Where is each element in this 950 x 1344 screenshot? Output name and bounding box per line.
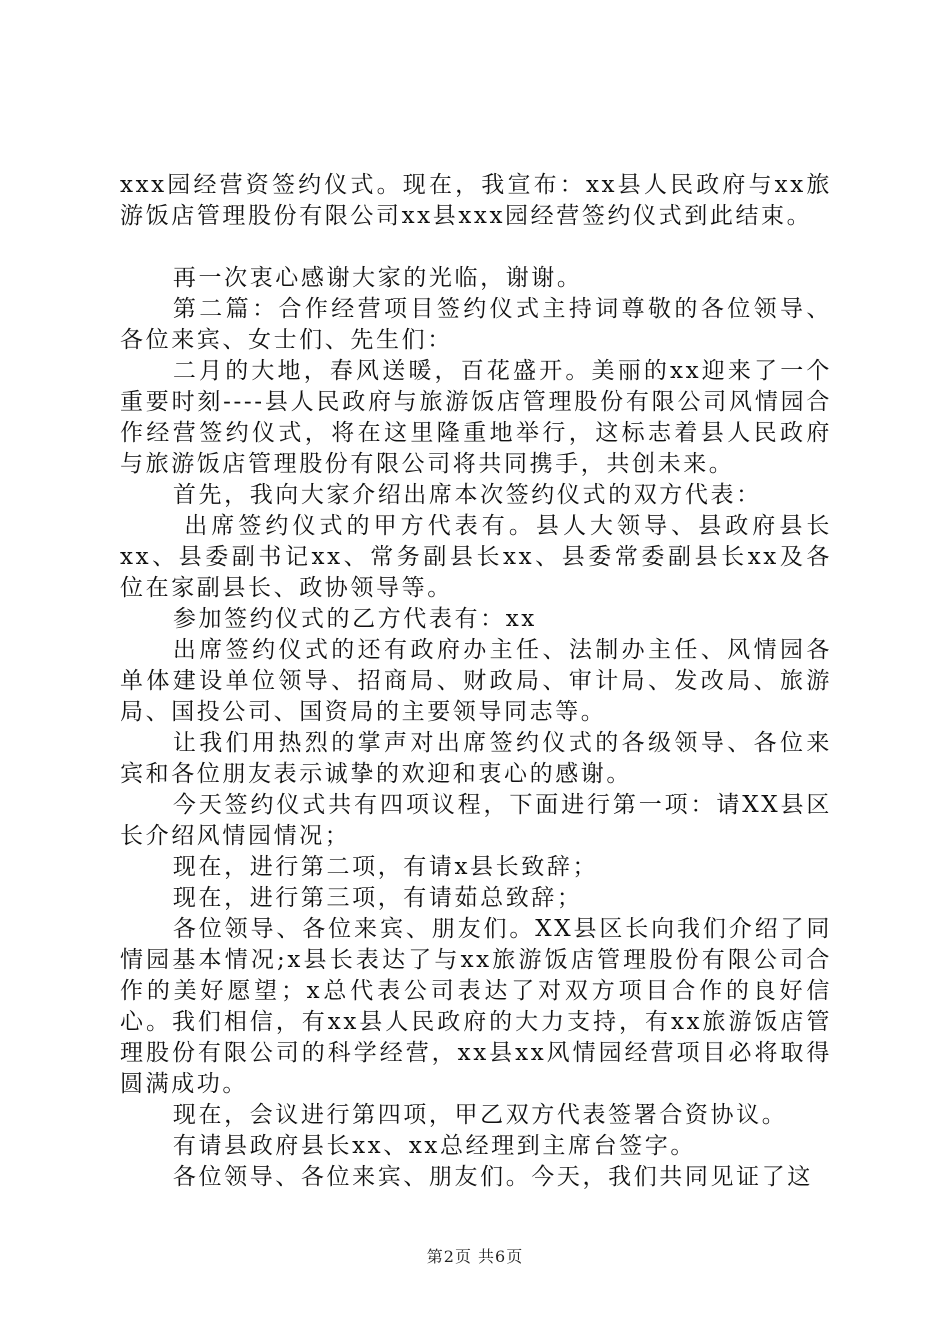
page-number-footer: 第2页 共6页 — [426, 1247, 524, 1266]
paragraph-agenda-item-4: 现在，会议进行第四项，甲乙双方代表签署合资协议。 — [172, 1102, 788, 1128]
paragraph-section-title: 第二篇：合作经营项目签约仪式主持词尊敬的各位领导、各位来宾、女士们、先生们： — [120, 296, 832, 353]
paragraph-agenda-item-2: 现在，进行第二项，有请x县长致辞； — [172, 854, 599, 880]
paragraph-party-a: 出席签约仪式的甲方代表有。县人大领导、县政府县长xx、县委副书记xx、常务副县长xx、县委常委副县长xx及各位在家副县长、政协领导等。 — [120, 513, 832, 601]
paragraph-signing-invitation: 有请县政府县长xx、xx总经理到主席台签字。 — [172, 1133, 696, 1159]
paragraph-thanks: 再一次衷心感谢大家的光临，谢谢。 — [172, 265, 583, 291]
paragraph-agenda-item-1: 今天签约仪式共有四项议程，下面进行第一项：请XX县区长介绍风情园情况； — [120, 792, 832, 849]
paragraph-opening: 二月的大地，春风送暖，百花盛开。美丽的xx迎来了一个重要时刻----县人民政府与旅游饭店管理股份有限公司风情园合作经营签约仪式，将在这里隆重地举行，这标志着县人民政府与旅游饭店管理股份有限公司将共同携手，共创未来。 — [120, 358, 832, 477]
paragraph-party-b: 参加签约仪式的乙方代表有：xx — [172, 606, 537, 632]
paragraph-applause: 让我们用热烈的掌声对出席签约仪式的各级领导、各位来宾和各位朋友表示诚挚的欢迎和衷心的感谢。 — [120, 730, 832, 787]
paragraph-other-attendees: 出席签约仪式的还有政府办主任、法制办主任、风情园各单体建设单位领导、招商局、财政局、审计局、发改局、旅游局、国投公司、国资局的主要领导同志等。 — [120, 637, 832, 725]
paragraph-introduce-representatives: 首先，我向大家介绍出席本次签约仪式的双方代表： — [172, 482, 762, 508]
paragraph-witness: 各位领导、各位来宾、朋友们。今天，我们共同见证了这 — [172, 1164, 813, 1190]
paragraph-summary: 各位领导、各位来宾、朋友们。XX县区长向我们介绍了同情园基本情况;x县长表达了与xx旅游饭店管理股份有限公司合作的美好愿望；x总代表公司表达了对双方项目合作的良好信心。我们相信，有xx县人民政府的大力支持，有xx旅游饭店管理股份有限公司的科学经营，xx县xx风情园经营项目必将取得圆满成功。 — [120, 916, 832, 1097]
paragraph-closing-announcement: xxx园经营资签约仪式。现在，我宣布：xx县人民政府与xx旅游饭店管理股份有限公司xx县xxx园经营签约仪式到此结束。 — [120, 172, 832, 229]
paragraph-agenda-item-3: 现在，进行第三项，有请茹总致辞； — [172, 885, 583, 911]
document-body — [120, 170, 832, 1193]
